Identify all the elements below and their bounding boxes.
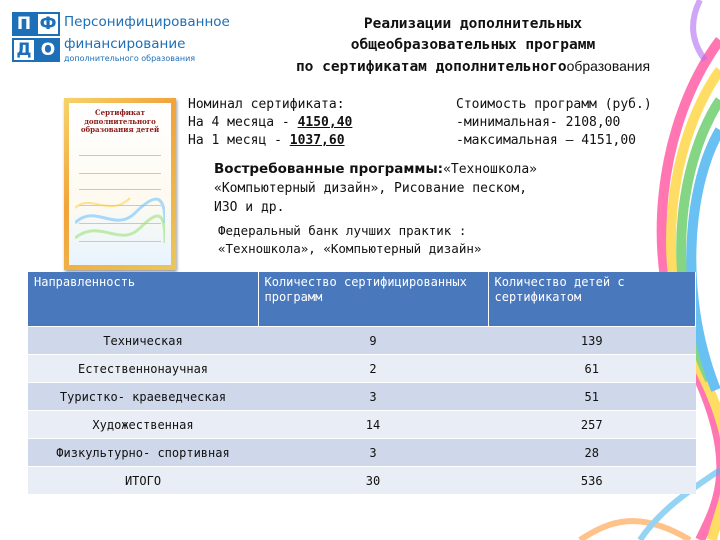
- title-line-3: [238, 56, 708, 78]
- table-row: [28, 327, 696, 355]
- nominal-row-1-prefix: На 1 месяц -: [188, 133, 290, 148]
- table-row: [28, 439, 696, 467]
- cost-info: [456, 96, 652, 150]
- row-programs: 2: [258, 355, 488, 383]
- logo-line-2: финансирование: [64, 36, 186, 52]
- certificate-title: Сертификат дополнительного образования детей: [80, 108, 160, 134]
- certificate-image: [64, 98, 176, 270]
- logo-line-3: дополнительного образования: [64, 54, 196, 63]
- nominal-info: [188, 96, 352, 150]
- logo-line-1: Персонифицированное: [64, 14, 230, 30]
- table-header-row: [28, 272, 696, 327]
- table-row: [28, 383, 696, 411]
- demand-line-1: [214, 160, 614, 179]
- header-children: Количество детей с сертификатом: [488, 272, 696, 327]
- cost-max: -максимальная – 4151,00: [456, 133, 637, 148]
- row-children: 28: [488, 439, 696, 467]
- page-title: [238, 14, 708, 78]
- row-direction: Физкультурно- спортивная: [28, 439, 258, 467]
- demand-text-1: «Техношкола»: [443, 162, 537, 177]
- header-programs: Количество сертифицированных программ: [258, 272, 488, 327]
- certificate-swirl: [75, 163, 165, 253]
- logo-letter-o: О: [36, 38, 60, 62]
- row-direction: Художественная: [28, 411, 258, 439]
- logo-letter-p: П: [12, 12, 36, 36]
- row-children: 536: [488, 467, 696, 495]
- nominal-row-1-month: [188, 132, 352, 150]
- certificate-line: [79, 155, 161, 156]
- demand-text-3: ИЗО и др.: [214, 200, 285, 215]
- best-practices-block: [218, 222, 618, 258]
- nominal-row-1-value: 1037,60: [289, 133, 345, 148]
- logo-letter-d: Д: [12, 38, 36, 62]
- demand-text-2: «Компьютерный дизайн», Рисование песком,: [214, 181, 528, 196]
- row-direction: ИТОГО: [28, 467, 258, 495]
- demand-block: [214, 160, 614, 217]
- title-line-3-light: образования: [566, 58, 651, 74]
- row-children: 51: [488, 383, 696, 411]
- table-row-total: [28, 467, 696, 495]
- programs-table: [28, 272, 696, 494]
- row-programs: 3: [258, 383, 488, 411]
- row-programs: 14: [258, 411, 488, 439]
- pfdo-logo: [12, 12, 230, 74]
- row-children: 257: [488, 411, 696, 439]
- table-row: [28, 355, 696, 383]
- cost-min: -минимальная- 2108,00: [456, 115, 621, 130]
- header-direction: Направленность: [28, 272, 258, 327]
- nominal-row-4-prefix: На 4 месяца -: [188, 115, 298, 130]
- row-programs: 3: [258, 439, 488, 467]
- row-direction: Естественнонаучная: [28, 355, 258, 383]
- demand-label: Востребованные программы:: [214, 161, 444, 177]
- title-line-2: общеобразовательных программ: [350, 37, 596, 53]
- title-line-3-bold: по сертификатам дополнительного: [295, 59, 567, 75]
- certificate-inner: [69, 103, 171, 265]
- nominal-row-4-months: [188, 114, 352, 132]
- bank-line-2: «Техношкола», «Компьютерный дизайн»: [218, 241, 482, 256]
- row-children: 139: [488, 327, 696, 355]
- title-line-1: Реализации дополнительных: [363, 16, 583, 32]
- row-direction: Техническая: [28, 327, 258, 355]
- row-programs: 30: [258, 467, 488, 495]
- table-row: [28, 411, 696, 439]
- nominal-label: Номинал сертификата:: [188, 97, 345, 112]
- bank-line-1: Федеральный банк лучших практик :: [218, 223, 467, 238]
- cost-label: Стоимость программ (руб.): [456, 97, 652, 112]
- nominal-row-4-value: 4150,40: [297, 115, 353, 130]
- logo-letter-f: Ф: [36, 12, 60, 36]
- row-direction: Туристко- краеведческая: [28, 383, 258, 411]
- row-children: 61: [488, 355, 696, 383]
- row-programs: 9: [258, 327, 488, 355]
